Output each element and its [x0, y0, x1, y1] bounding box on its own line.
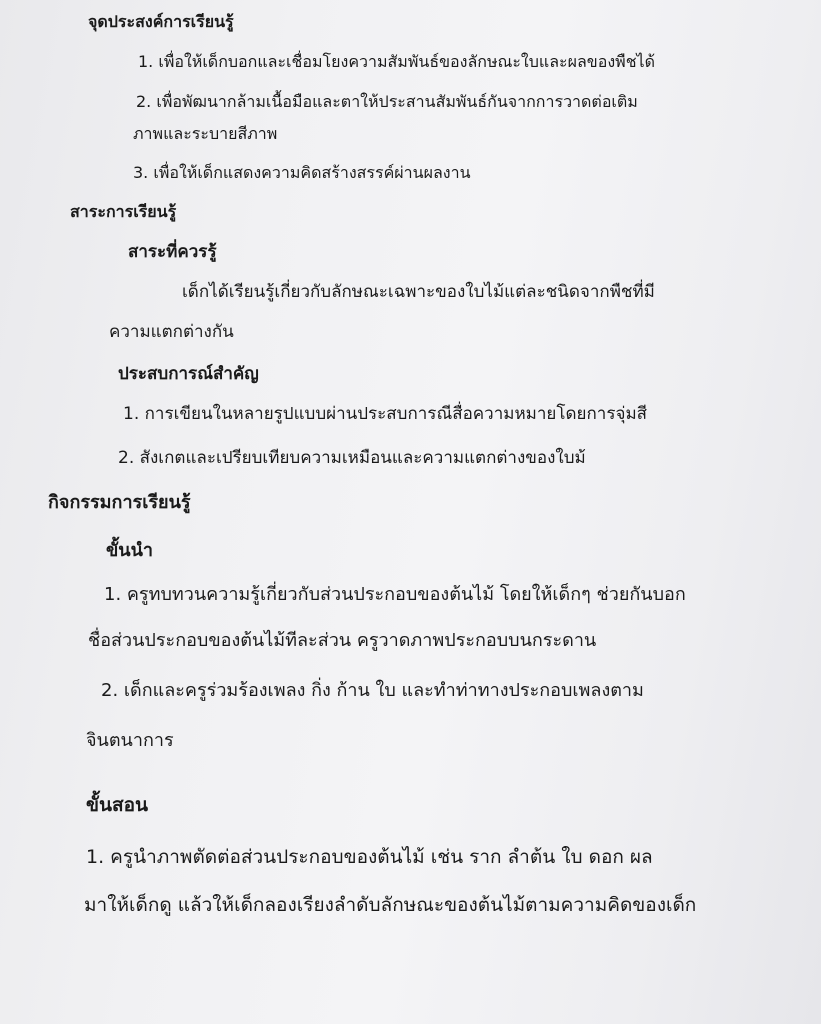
- activities-heading: กิจกรรมการเรียนรู้: [48, 492, 191, 513]
- steps-heading: ขั้นสอน: [86, 794, 148, 816]
- intro-item-1-line-2: ชื่อส่วนประกอบของต้นไม้ทีละส่วน ครูวาดภาพประกอบบนกระดาน: [88, 630, 597, 651]
- experience-item-2: 2. สังเกตและเปรียบเทียบความเหมือนและความแตกต่างของใบม้: [118, 448, 586, 468]
- intro-item-2-line-1: 2. เด็กและครูร่วมร้องเพลง กิ่ง ก้าน ใบ และทำท่าทางประกอบเพลงตาม: [101, 680, 644, 701]
- knowledge-line-2: ความแตกต่างกัน: [109, 322, 234, 342]
- intro-item-1-line-1: 1. ครูทบทวนความรู้เกี่ยวกับส่วนประกอบของต้นไม้ โดยให้เด็กๆ ช่วยกันบอก: [104, 584, 686, 605]
- intro-item-2-line-2: จินตนาการ: [86, 730, 174, 751]
- objective-item-1: 1. เพื่อให้เด็กบอกและเชื่อมโยงความสัมพันธ์ของลักษณะใบและผลของพืชได้: [138, 52, 655, 71]
- knowledge-line-1: เด็กได้เรียนรู้เกี่ยวกับลักษณะเฉพาะของใบไม้แต่ละชนิดจากพืชที่มี: [182, 282, 655, 302]
- objective-item-2-line-2: ภาพและระบายสีภาพ: [133, 124, 278, 143]
- objective-item-3: 3. เพื่อให้เด็กแสดงความคิดสร้างสรรค์ผ่านผลงาน: [133, 163, 471, 182]
- intro-heading: ขั้นนำ: [106, 540, 154, 561]
- step-item-1-line-2: มาให้เด็กดู แล้วให้เด็กลองเรียงลำดับลักษณะของต้นไม้ตามความคิดของเด็ก: [84, 894, 697, 916]
- content-heading: สาระการเรียนรู้: [70, 202, 177, 221]
- step-item-1-line-1: 1. ครูนำภาพตัดต่อส่วนประกอบของต้นไม้ เช่น ราก ลำต้น ใบ ดอก ผล: [86, 846, 653, 868]
- objectives-heading: จุดประสงค์การเรียนรู้: [88, 12, 234, 31]
- knowledge-heading: สาระที่ควรรู้: [128, 242, 217, 262]
- experience-item-1: 1. การเขียนในหลายรูปแบบผ่านประสบการณีสื่อความหมายโดยการจุ่มสี: [123, 404, 648, 424]
- objective-item-2-line-1: 2. เพื่อพัฒนากล้ามเนื้อมือและตาให้ประสานสัมพันธ์กันจากการวาดต่อเติม: [136, 92, 638, 111]
- experience-heading: ประสบการณ์สำคัญ: [118, 364, 259, 384]
